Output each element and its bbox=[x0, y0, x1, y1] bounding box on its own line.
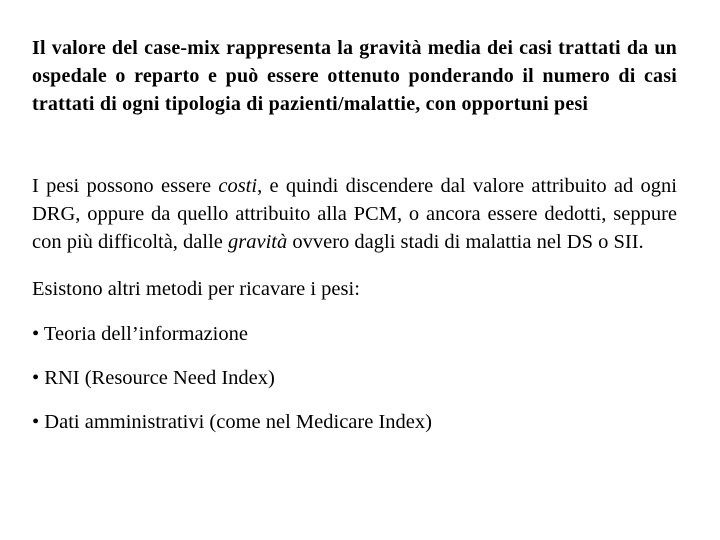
weights-emphasis-gravita: gravità bbox=[228, 231, 288, 253]
slide-content bbox=[32, 34, 677, 436]
weights-text-3: ovvero dagli stadi di malattia nel DS o SII. bbox=[287, 231, 644, 253]
weights-paragraph bbox=[32, 172, 677, 256]
weights-text-1: I pesi possono essere bbox=[32, 175, 219, 197]
method-item-administrative-data: • Dati amministrativi (come nel Medicare Index) bbox=[32, 411, 432, 433]
method-item-information-theory: • Teoria dell’informazione bbox=[32, 323, 248, 345]
intro-paragraph: Il valore del case-mix rappresenta la gravità media dei casi trattati da un ospedale o reparto e può essere ottenuto ponderando il numero di casi trattati di ogni tipologia di pazienti/malattie, con opportuni pesi bbox=[32, 37, 677, 115]
weights-text-2: , e quindi discendere dal valore attribuito ad ogni DRG, oppure da quello attribuito alla PCM, o ancora essere dedotti, seppure con più difficoltà, dalle bbox=[32, 175, 677, 253]
method-item-rni: • RNI (Resource Need Index) bbox=[32, 367, 275, 389]
weights-emphasis-costi: costi bbox=[218, 175, 258, 197]
methods-intro: Esistono altri metodi per ricavare i pesi: bbox=[32, 278, 360, 300]
